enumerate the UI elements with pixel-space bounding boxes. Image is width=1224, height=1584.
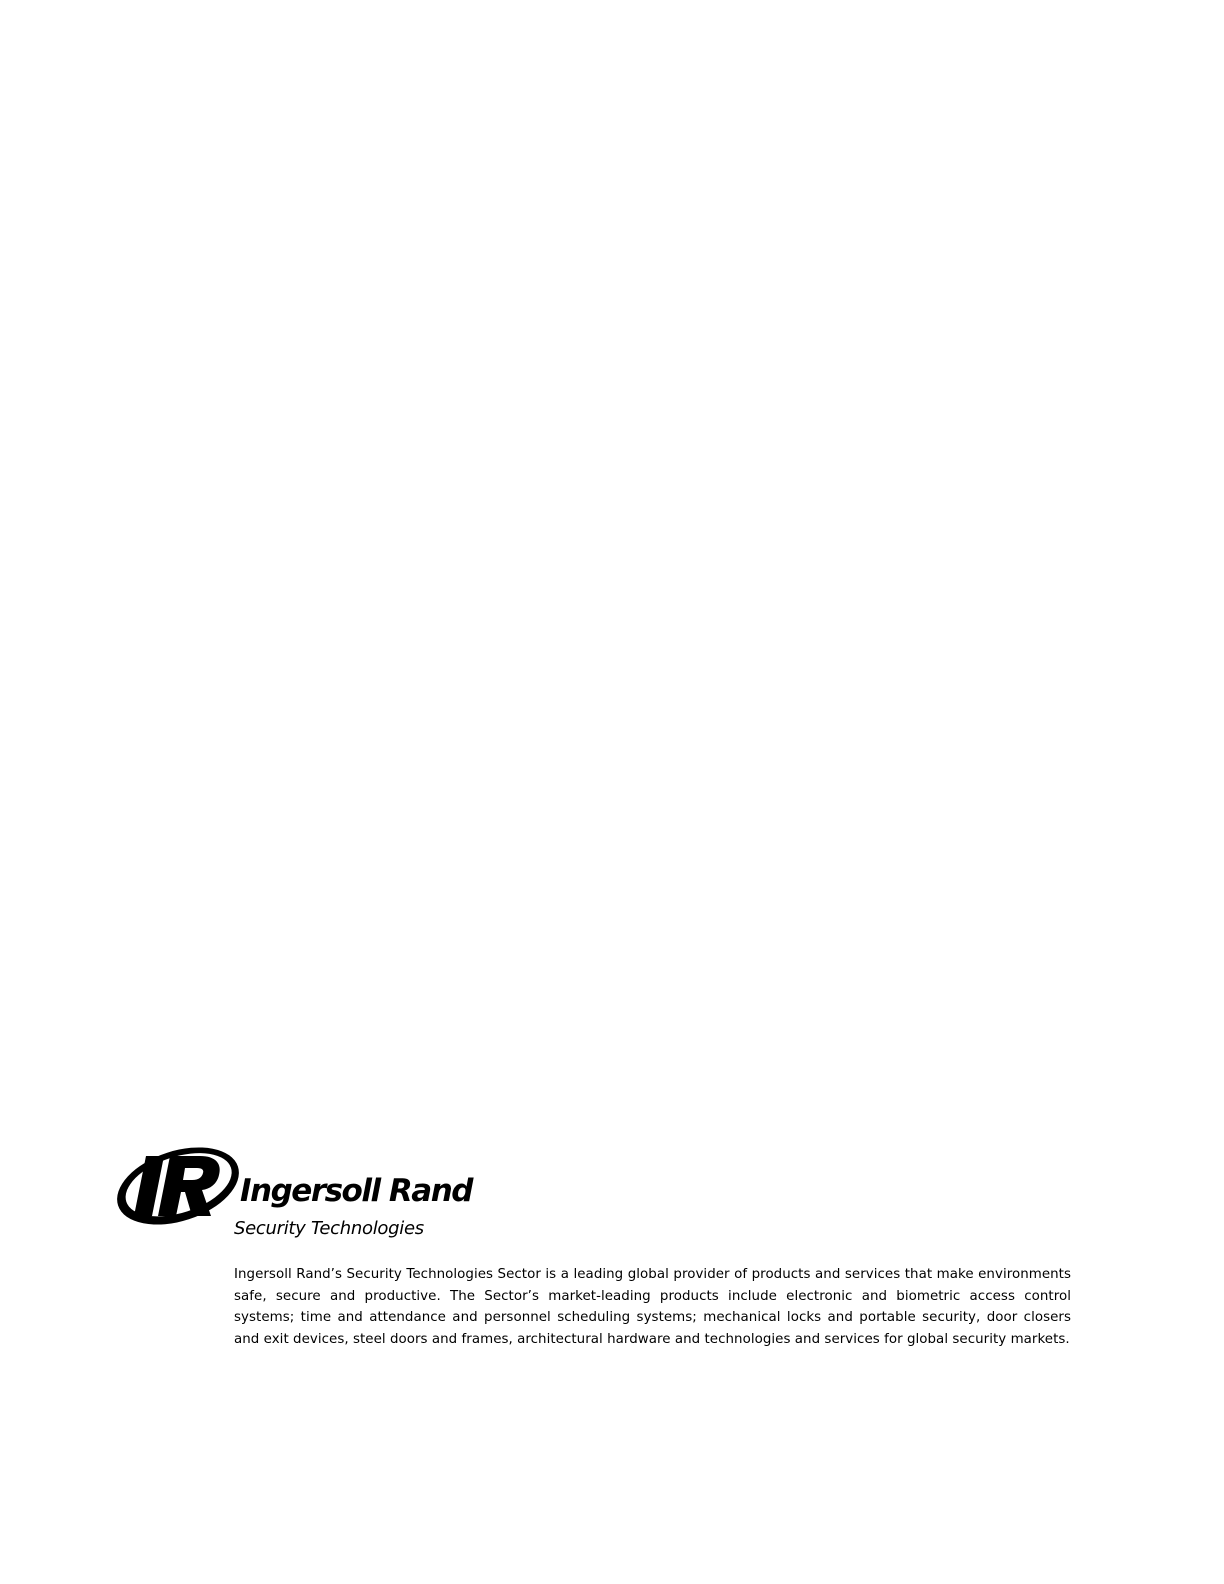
company-description: Ingersoll Rand’s Security Technologies Sector is a leading global provider of products and services that make environments safe, secure and productive. The Sector’s market-leading products include electronic and biometric access control systems; time and attendance and personnel scheduling systems; mechanical locks and portable security, door closers and exit devices, steel doors and frames, architectural hardware and technologies and services for global security markets. [234,1267,1071,1348]
brand-block [112,1142,512,1242]
ir-logo-icon [112,1142,244,1230]
brand-name: Ingersoll Rand [240,1173,472,1209]
brand-subtitle: Security Technologies [234,1218,424,1239]
